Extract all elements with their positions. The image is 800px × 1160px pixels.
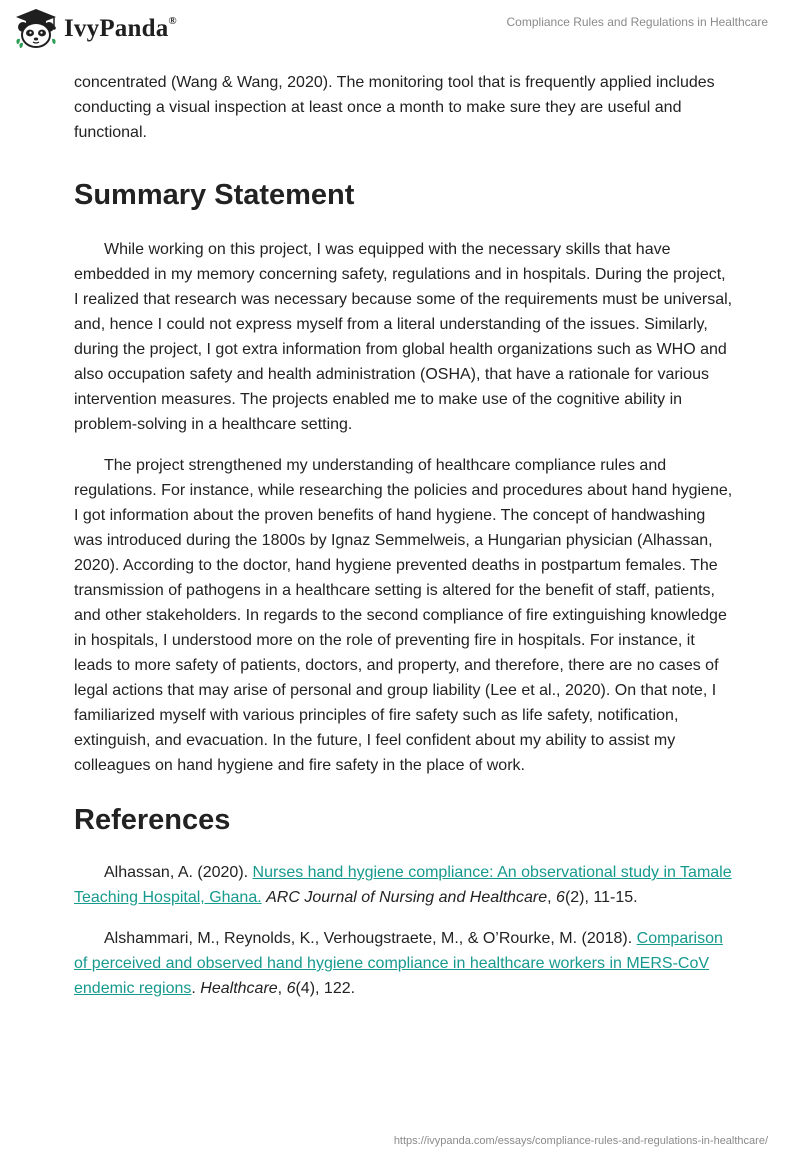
reference-authors: Alhassan, A. (2020).: [104, 864, 253, 881]
reference-item: Alshammari, M., Reynolds, K., Verhougstraete, M., & O’Rourke, M. (2018). Comparison of perceived and observed hand hygiene compliance in healthcare workers in MERS-CoV endemic regions. Healthcare, 6(4), 122.: [74, 930, 723, 997]
reference-link[interactable]: Comparison of perceived and observed hand hygiene compliance in healthcare workers in MERS-CoV endemic regions: [74, 930, 723, 997]
reference-volume: 6: [286, 980, 296, 997]
ivypanda-logo[interactable]: [14, 8, 177, 50]
references-heading: References: [74, 804, 231, 836]
reference-link[interactable]: Nurses hand hygiene compliance: An observational study in Tamale Teaching Hospital, Ghana.: [74, 864, 732, 906]
reference-details: (4), 122.: [295, 980, 356, 997]
reference-authors: Alshammari, M., Reynolds, K., Verhougstraete, M., & O’Rourke, M. (2018).: [104, 930, 637, 947]
reference-journal: ARC Journal of Nursing and Healthcare: [266, 889, 548, 906]
brand-text: IvyPanda: [64, 15, 169, 42]
panda-graduate-icon: [14, 8, 58, 50]
document-title: Compliance Rules and Regulations in Healthcare: [506, 15, 768, 29]
essay-content: [74, 70, 734, 1001]
reference-journal: Healthcare: [200, 980, 278, 997]
registered-mark: ®: [168, 14, 177, 27]
summary-heading: Summary Statement: [74, 179, 355, 211]
page-header: [0, 0, 800, 60]
reference-item: Alhassan, A. (2020). Nurses hand hygiene compliance: An observational study in Tamale Teaching Hospital, Ghana. ARC Journal of Nursing and Healthcare, 6(2), 11-15.: [74, 864, 732, 906]
reference-volume: 6: [556, 889, 565, 906]
summary-paragraph-1: While working on this project, I was equipped with the necessary skills that have embedded in my memory concerning safety, regulations and in hospitals. During the project, I realized that research was necessary because some of the requirements must be universal, and, hence I could not express myself from a literal understanding of the issues. Similarly, during the project, I got extra information from global health organizations such as WHO and also occupation safety and health administration (OSHA), that have a rationale for various intervention measures. The projects enabled me to make use of the cognitive ability in problem-solving in a healthcare setting.: [74, 241, 733, 433]
summary-paragraph-2: The project strengthened my understanding of healthcare compliance rules and regulations. For instance, while researching the policies and procedures about hand hygiene, I got information about the proven benefits of hand hygiene. The concept of handwashing was introduced during the 1800s by Ignaz Semmelweis, a Hungarian physician (Alhassan, 2020). According to the doctor, hand hygiene prevented deaths in postpartum females. The transmission of pathogens in a healthcare setting is altered for the benefit of staff, patients, and other stakeholders. In regards to the second compliance of fire extinguishing knowledge in hospitals, I understood more on the role of preventing fire in hospitals. For instance, it leads to more safety of patients, doctors, and property, and therefore, there are no cases of legal actions that may arise of personal and group liability (Lee et al., 2020). On that note, I familiarized myself with various principles of fire safety such as life safety, notification, extinguish, and evacuation. In the future, I feel confident about my ability to assist my colleagues on hand hygiene and fire safety in the place of work.: [74, 457, 733, 774]
brand-name: [64, 15, 177, 43]
source-url[interactable]: https://ivypanda.com/essays/compliance-rules-and-regulations-in-healthcare/: [393, 1135, 768, 1147]
intro-paragraph: concentrated (Wang & Wang, 2020). The monitoring tool that is frequently applied includes conducting a visual inspection at least once a month to make sure they are useful and functional.: [74, 74, 715, 141]
reference-details: (2), 11-15.: [564, 889, 638, 906]
